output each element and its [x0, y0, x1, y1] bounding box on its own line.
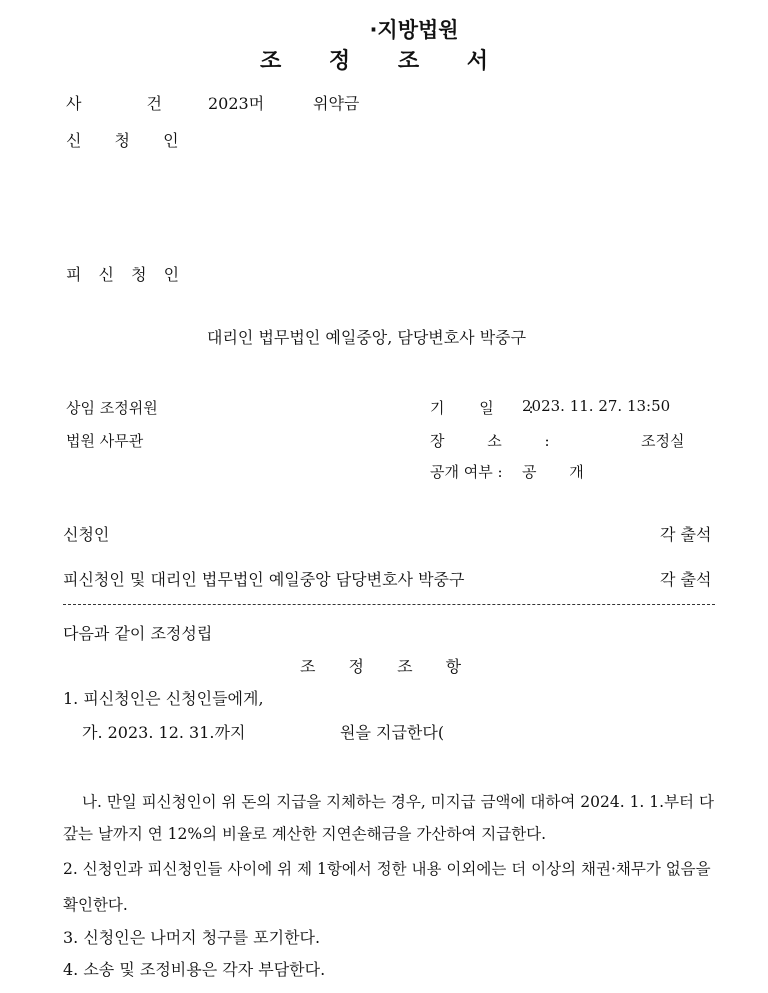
respondent-label: 피 신 청 인: [66, 265, 186, 284]
public-label: 공개 여부 :: [430, 463, 503, 481]
settled-text: 다음과 같이 조정성립: [63, 624, 213, 643]
applicant-label: 신 청 인: [66, 131, 193, 150]
public-value: 공 개: [522, 463, 584, 481]
attendance-status: 각 출석: [660, 570, 712, 589]
mediator-label: 상임 조정위원: [66, 399, 158, 417]
date-label: 기 일 :: [430, 399, 534, 417]
clerk-label: 법원 사무관: [66, 432, 144, 450]
date-value: 2023. 11. 27. 13:50: [522, 397, 671, 415]
attendance-party: 신청인: [63, 525, 110, 544]
term-2: 2. 신청인과 피신청인들 사이에 위 제 1항에서 정한 내용 이외에는 더 이상의 채권·채무가 없음을 확인한다.: [63, 860, 711, 914]
term-1b: 나. 만일 피신청인이 위 돈의 지급을 지체하는 경우, 미지급 금액에 대하여 2024. 1. 1.부터 다 갚는 날까지 연 12%의 비율로 계산한 지연손해금을 가산하여 지급한다.: [63, 793, 714, 843]
term-1a-date: 가. 2023. 12. 31.까지: [82, 723, 246, 742]
document-title: 조 정 조 서: [260, 49, 508, 74]
term-4: 4. 소송 및 조정비용은 각자 부담한다.: [63, 960, 326, 979]
case-label: 사 건: [66, 94, 192, 113]
court-name: ·지방법원: [369, 18, 459, 42]
term-1a-text: 원을 지급한다(: [340, 723, 445, 742]
attendance-status: 각 출석: [660, 525, 712, 544]
terms-title: 조 정 조 항: [300, 657, 476, 676]
place-label: 장 소 :: [430, 432, 550, 450]
case-name: 위약금: [313, 94, 360, 113]
term-3: 3. 신청인은 나머지 청구를 포기한다.: [63, 928, 321, 947]
agent-line: 대리인 법무법인 예일중앙, 담당변호사 박중구: [207, 328, 527, 347]
term-1: 1. 피신청인은 신청인들에게,: [63, 689, 264, 708]
case-number: 2023머: [208, 94, 265, 113]
place-value: 조정실: [641, 432, 685, 450]
attendance-party: 피신청인 및 대리인 법무법인 예일중앙 담당변호사 박중구: [63, 570, 465, 589]
divider: [63, 604, 715, 605]
